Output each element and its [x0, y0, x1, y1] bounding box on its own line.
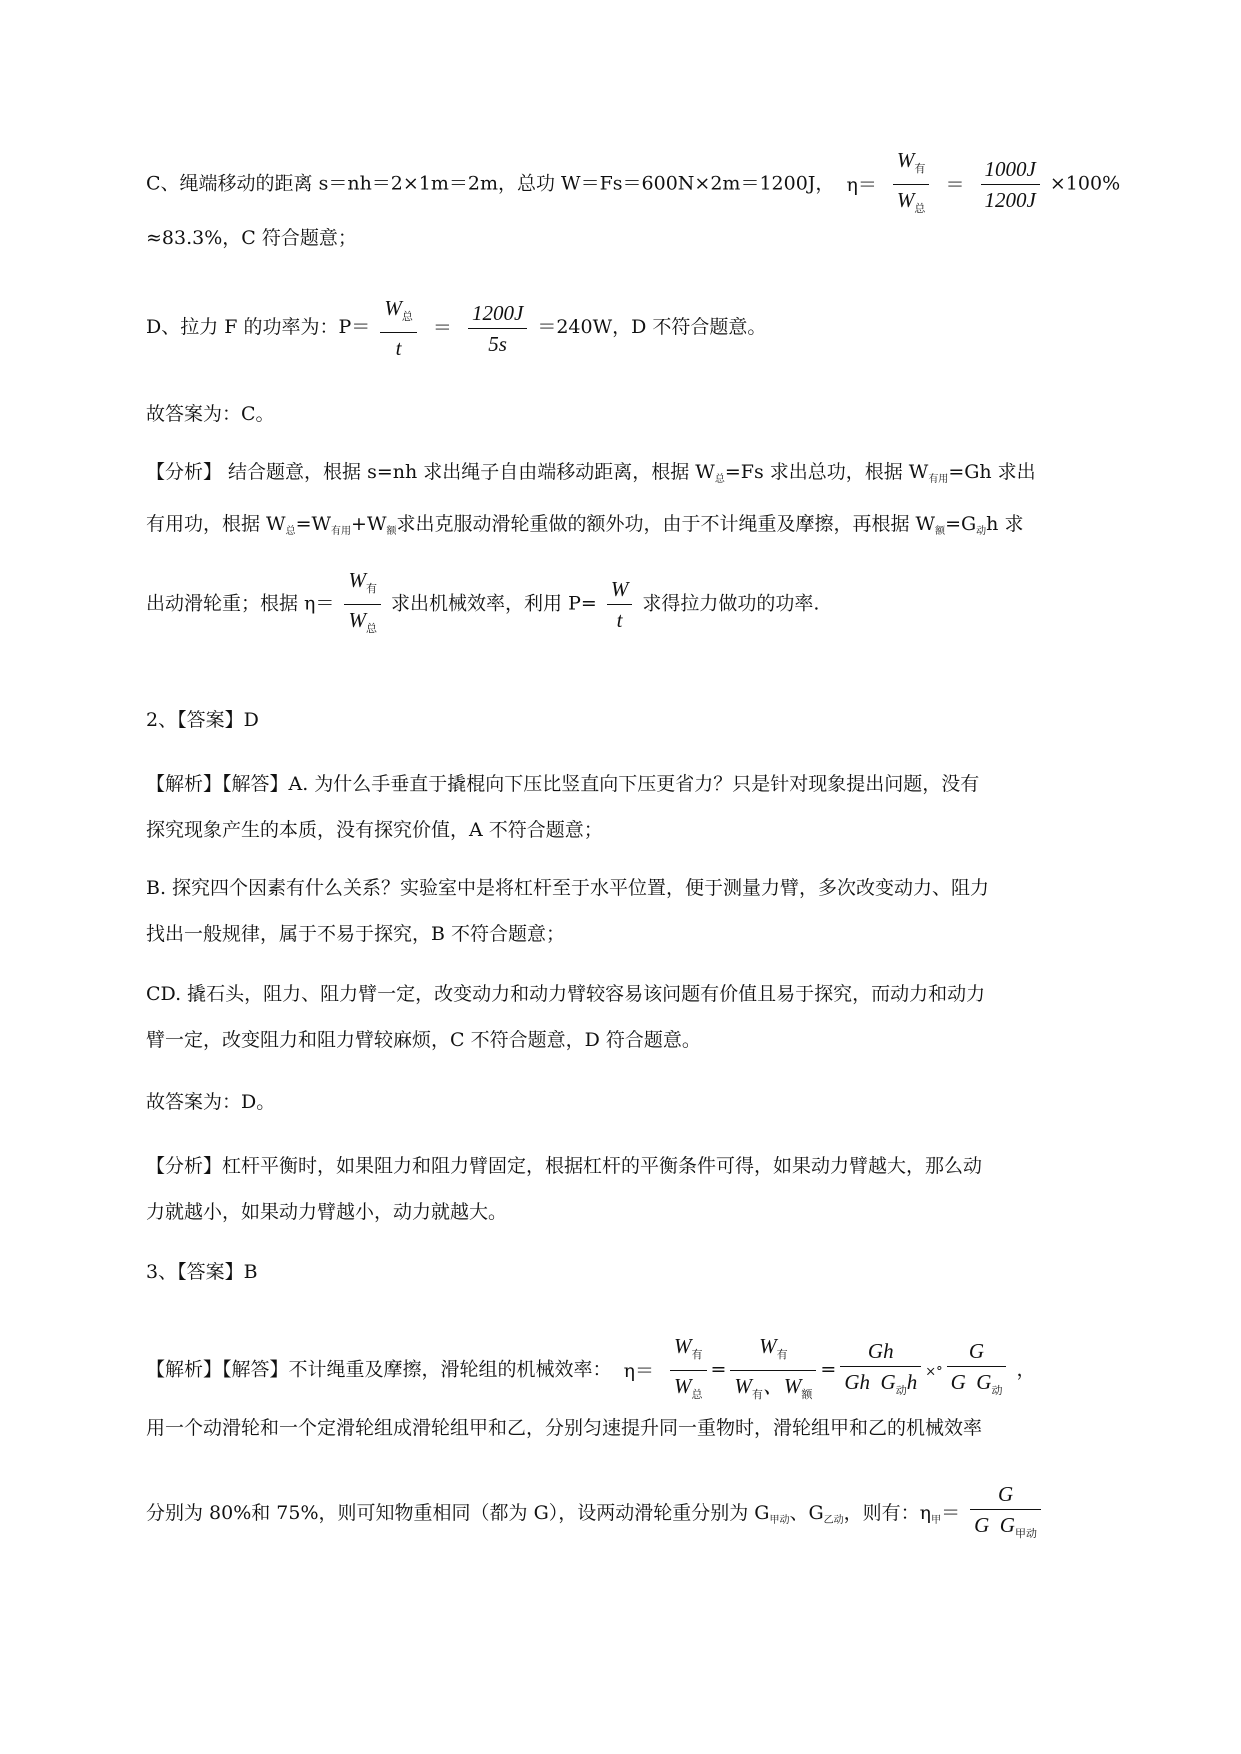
value-fraction: $\frac{1000J}{1200J}$	[981, 157, 1040, 212]
eta-fraction: $\frac{W_有}{W_总}$	[344, 568, 381, 641]
efficiency-fraction: $\frac{W_有}{W_总}$	[893, 148, 930, 221]
q2-analysis-line2: 力就越小，如果动力臂越小，动力就越大。	[146, 1201, 508, 1223]
answer-1: 故答案为：C。	[146, 403, 275, 425]
power-value-fraction: $\frac{1200J}{5s}$	[468, 301, 527, 356]
power-fraction: $\frac{W_总}{t}$	[380, 296, 417, 360]
analysis-1-line1: 【分析】 结合题意，根据 s=nh 求出绳子自由端移动距离，根据 $W_总=Fs$ 求出总功，根据 $W_{有用}=Gh$ 求出	[146, 461, 1036, 485]
q2-p2-line1: B. 探究四个因素有什么关系？实验室中是将杠杆至于水平位置，便于测量力臂，多次改变动力、阻力	[146, 877, 990, 899]
q3-line2: 用一个动滑轮和一个定滑轮组成滑轮组甲和乙，分别匀速提升同一重物时，滑轮组甲和乙的机械效率	[146, 1417, 983, 1439]
q2-answer: 故答案为：D。	[146, 1091, 276, 1113]
analysis-1-line2: 有用功，根据 $W_总=W_{有用}+W_额$求出克服动滑轮重做的额外功，由于不计绳重及摩擦，再根据 $W_额=G_动h$ 求	[146, 513, 1024, 537]
option-c-text: C、绳端移动的距离 s＝nh＝2×1m＝2m，总功 W＝Fs＝600N×2m＝1200J，	[146, 172, 835, 195]
eta-symbol: η＝	[846, 173, 877, 196]
q2-p1-line1: 【解析】【解答】A. 为什么手垂直于撬棍向下压比竖直向下压更省力？只是针对现象提出问题，没有	[146, 773, 980, 795]
q2-p3-line1: CD. 撬石头，阻力、阻力臂一定，改变动力和动力臂较容易该问题有价值且易于探究，而动力和动力	[146, 983, 986, 1005]
q2-p1-line2: 探究现象产生的本质，没有探究价值，A 不符合题意；	[146, 819, 603, 841]
q3-p1-line1: 【解析】【解答】不计绳重及摩擦，滑轮组的机械效率： η＝ $\frac{W_有}{W_总}$ = $\frac{W_有}{W_有、W_额}$ = $\frac{Gh}{Gh G_动h}$ ×° $\frac{G}{G G_动}$ ，	[146, 1334, 1036, 1407]
q3-line3: 分别为 80%和 75%，则可知物重相同（都为 G），设两动滑轮重分别为 $G_{甲动}$、$G_{乙动}$，则有：$\eta_甲=$ $\frac{G}{G G_{甲动}}$	[146, 1482, 1045, 1546]
percent-tail: ×100%	[1049, 172, 1121, 195]
option-c-line: C、绳端移动的距离 s＝nh＝2×1m＝2m，总功 W＝Fs＝600N×2m＝1200J， η＝ $\frac{W_有}{W_总}$ ＝ $\frac{1000J}{1200J}$ ×100%	[146, 148, 1120, 221]
option-c-line2: ≈83.3%，C 符合题意；	[146, 227, 357, 249]
q3-frac-4: $\frac{G}{G G_动}$	[947, 1339, 1007, 1403]
q2-analysis-line1: 【分析】杠杆平衡时，如果阻力和阻力臂固定，根据杠杆的平衡条件可得，如果动力臂越大，那么动	[146, 1155, 983, 1177]
power-formula-fraction: $\frac{W}{t}$	[607, 577, 633, 632]
q3-frac-1: $\frac{W_有}{W_总}$	[670, 1334, 707, 1407]
q3-frac-2: $\frac{W_有}{W_有、W_额}$	[730, 1334, 816, 1407]
analysis-1-line3: 出动滑轮重；根据 η＝ $\frac{W_有}{W_总}$ 求出机械效率，利用 P= $\frac{W}{t}$ 求得拉力做功的功率.	[146, 568, 819, 641]
q2-p3-line2: 臂一定，改变阻力和阻力臂较麻烦，C 不符合题意，D 符合题意。	[146, 1029, 701, 1051]
q2-heading: 2、【答案】D	[146, 709, 259, 731]
q3-frac-3: $\frac{Gh}{Gh G_动h}$	[840, 1339, 921, 1403]
option-d-line: D、拉力 F 的功率为：P＝ $\frac{W_总}{t}$ ＝ $\frac{1200J}{5s}$ ＝240W，D 不符合题意。	[146, 296, 767, 360]
q2-p2-line2: 找出一般规律，属于不易于探究，B 不符合题意；	[146, 923, 566, 945]
q3-heading: 3、【答案】B	[146, 1261, 258, 1283]
q3-eta-jia-fraction: $\frac{G}{G G_{甲动}}$	[970, 1482, 1041, 1546]
